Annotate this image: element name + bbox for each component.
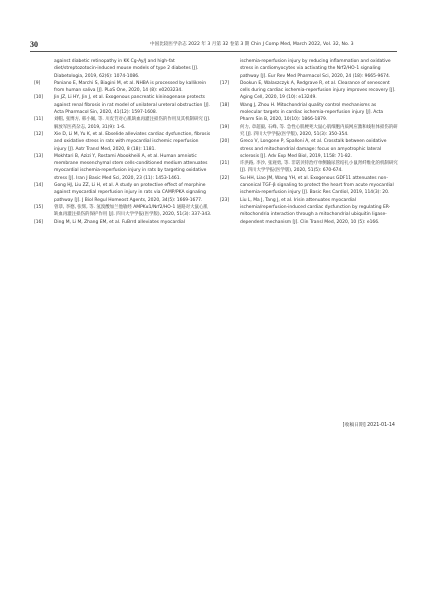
header-rule xyxy=(30,51,397,52)
reference-13 xyxy=(34,153,212,182)
reference-continuation: against diabetic retinopathy in KK Cg-Ay/J and high-fat diet/streptozotocin-induced mouse models of type 2 diabetes [J]. Diabetologia, 2019, 62(6): 1074-1086. xyxy=(54,59,199,79)
reference-text: Greco V, Longone P, Spalloni A, et al. Crosstalk between oxidative stress and mitochondrial damage: focus on amyotrophic lateral sclerosis [J]. Adv Exp Med Biol, 2019, 1158: 71-82. xyxy=(240,139,387,159)
reference-text: 许洪路, 李沙, 张观勇, 等. 非诺贝特治疗单侧输尿管结扎小鼠肾纤维化的机制研究 [J]. 四川大学学报(医学版), 2020, 51(5): 670-674. xyxy=(240,161,398,174)
reference-11 xyxy=(34,116,212,131)
reference-number: [11] xyxy=(34,117,44,123)
reference-text: Jin JZ, Li HY, Jin J, et al. Exogenous pancreatic kininogenase protects against renal fibrosis in rat model of unilateral ureteral obstruction [J]. Acta Pharmacol Sin, 2020, 41(12): 1597-1608. xyxy=(54,95,210,116)
reference-number: [14] xyxy=(34,183,44,189)
reference-number: [23] xyxy=(220,197,230,203)
right-column xyxy=(220,58,398,226)
reference-text: 曾恭, 李德, 张辉, 等. 氢溴酸加兰他敏经 AMPKα1/Nrf2/HO-1 通路对大鼠心肌缺血再灌注损伤的保护作用 [J]. 四川大学学报(医学版), 2020, 51(3): 337-343. xyxy=(54,204,212,218)
reference-number: [12] xyxy=(34,131,44,137)
reference-18 xyxy=(220,102,398,124)
left-column xyxy=(34,58,212,226)
reference-12 xyxy=(34,131,212,153)
received-date: [收稿日期] 2021-01-14 xyxy=(342,423,395,428)
reference-text: Paniano E, Marchi S, Biagini M, et al. NHBA is processed by kallikrein from human saliva [J]. PLoS One, 2020, 14 (8): e0203234. xyxy=(54,80,207,94)
reference-text: Dookun E, Walaszczyk A, Redgrave R, et al. Clearance of senescent cells during cardiac ischemia-reperfusion injury improves recovery [J]. Aging Cell, 2020, 19 (10): e13249. xyxy=(240,80,396,101)
reference-text: Xie D, Li M, Yu K, et al. Ebselide alleviates cardiac dysfunction, fibrosis and oxidative stress in rats with myocardial ischemic reperfusion injury [J]. Aotr Transl Med, 2020, 8 (18): 1181. xyxy=(54,131,211,152)
reference-17 xyxy=(220,80,398,102)
reference-number: [13] xyxy=(34,153,44,159)
reference-14 xyxy=(34,182,212,204)
reference-15 xyxy=(34,204,212,219)
reference-text: Mokhtari B, Azizi Y, Rostami Abookheili A, et al. Human amniotic membrane mesenchymal stem cells-conditioned medium attenuates myocardial ischemia-reperfusion injury in rats by targeting oxidative stress [J]. Iran J Basic Med Sci, 2020, 23 (11): 1453-1461. xyxy=(54,153,208,181)
reference-number: [18] xyxy=(220,102,230,108)
reference-9 xyxy=(34,80,212,95)
reference-22 xyxy=(220,175,398,197)
reference-10 xyxy=(34,94,212,116)
reference-text: Gong HJ, Liu ZZ, Li H, et al. A study on protective effect of morphine against myocardial reperfusion injury in rats via CAMP/PKA signaling pathway [J]. J Biol Regul Homeost Agents, 2020, 34(5): 1669-1677. xyxy=(54,183,206,203)
reference-number: [17] xyxy=(220,80,230,86)
reference-number: [15] xyxy=(34,204,44,210)
reference-continuation: ischemia-reperfusion injury by reducing inflammation and oxidative stress in cardiomyocytes via activating the Nrf2/HO-1 signaling pathway [J]. Eur Rev Med Pharmacol Sci, 2020, 24 (18): 9665-9674. xyxy=(240,59,391,79)
page-number: 30 xyxy=(30,40,38,49)
reference-number: [9] xyxy=(34,80,41,86)
reference-number: [22] xyxy=(220,175,230,181)
reference-20 xyxy=(220,138,398,160)
reference-number: [19] xyxy=(220,124,230,130)
reference-number: [21] xyxy=(220,161,230,167)
reference-number: [16] xyxy=(34,219,44,225)
reference-19 xyxy=(220,124,398,139)
reference-23 xyxy=(220,197,398,226)
reference-21 xyxy=(220,160,398,175)
reference-number: [20] xyxy=(220,139,230,145)
reference-text: Ding M, Li M, Zhang EM, et al. FuBrrd alleviates myocardial xyxy=(54,219,185,225)
reference-16 xyxy=(34,219,212,226)
reference-text: Su HH, Liao JM, Wang YH, et al. Exogenous GDF11 attenuates non-canonical TGF-β signaling to protect the heart from acute myocardial ischemia-reperfusion injury [J]. Basic Res Cardiol, 2019, 114(3): 20. xyxy=(240,175,394,196)
reference-text: 何力, 章超毅, 石峰, 等. 急性心肌梗死大鼠心肌细胞内质网应激和线粒体损伤的研究 [J]. 四川大学学报(医学版), 2020, 51(3): 350-354. xyxy=(240,124,398,137)
reference-number: [10] xyxy=(34,95,44,101)
reference-text: 刘帽, 张博方, 韩小佩, 等. 川皮苷对心肌缺血再灌注损伤的作用及其机制研究 [J]. 解放军医药杂志, 2019, 31(9): 1-6. xyxy=(54,117,211,130)
running-head: 中国比较医学杂志 2022 年 3 月第 32 卷第 3 期 Chin J Comp Med, March 2022, Vol. 32, No. 3 xyxy=(150,42,354,47)
reference-text: Liu L, Ma J, Tang J, et al. Irisin attenuates myocardial ischemia/reperfusion-induced cardiac dysfunction by regulating ER-mitochondria interaction through a mitochondrial ubiquitin ligase-dependent mechanism [J]. Clin Transl Med, 2020, 10 (5): e166. xyxy=(240,197,391,225)
reference-text: Wang J, Zhou H. Mitochondrial quality control mechanisms as molecular targets in cardiac ischemia-reperfusion injury [J]. Acta Pharm Sin B, 2020, 10(10): 1866-1879. xyxy=(240,102,384,123)
